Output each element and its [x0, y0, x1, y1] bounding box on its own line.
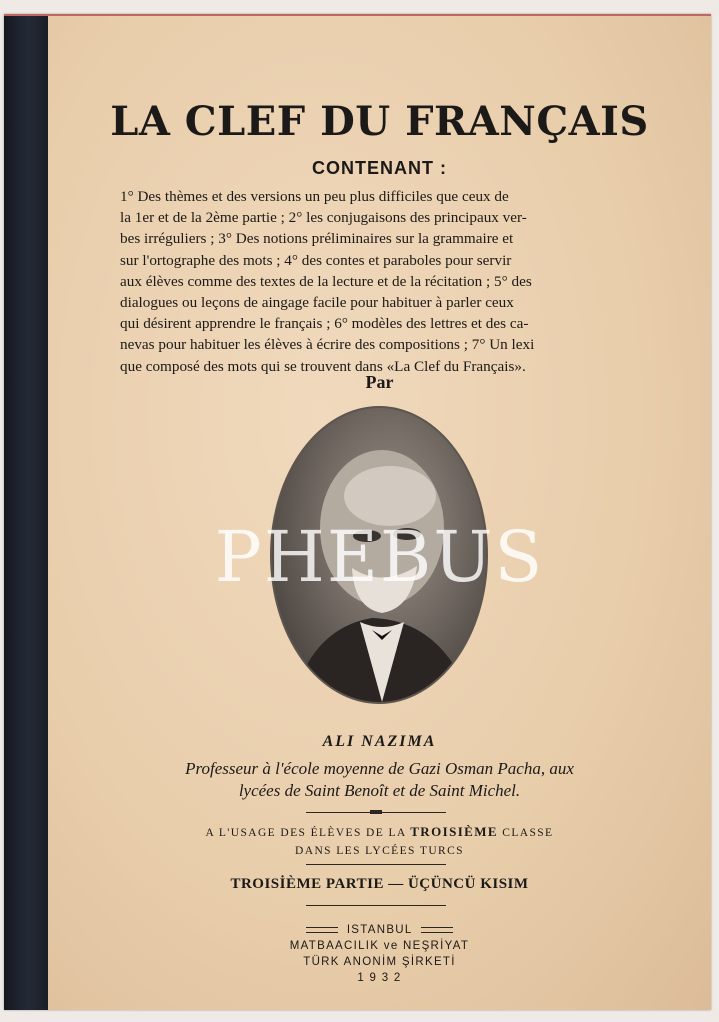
part-title: TROISİÈME PARTIE — ÜÇÜNCÜ KISIM: [230, 876, 529, 892]
imprint-publisher: TÜRK ANONİM ŞİRKETİ: [303, 956, 456, 968]
divider-rule: [306, 864, 446, 865]
contents-description: [120, 186, 630, 377]
description-line: aux élèves comme des textes de la lecture et de la récitation ; 5° des: [120, 272, 532, 290]
usage-note: [48, 823, 711, 860]
watermark: PHEBUS: [214, 516, 545, 598]
imprint-publisher: MATBAACILIK ve NEŞRİYAT: [289, 940, 470, 952]
usage-text: A L'USAGE DES ÉLÈVES DE LA: [205, 827, 406, 839]
author-role: [48, 758, 711, 802]
double-rule: [306, 927, 338, 933]
book-title: LA CLEF DU FRANÇAIS: [110, 98, 649, 145]
usage-class: TROISIÈME: [410, 824, 498, 839]
usage-text: DANS LES LYCÉES TURCS: [295, 845, 464, 857]
description-line: dialogues ou leçons de aingage facile pour habituer à parler ceux: [120, 294, 514, 312]
description-line: 1° Des thèmes et des versions un peu plus difficiles que ceux de: [120, 188, 509, 205]
double-rule: [421, 927, 453, 933]
by-label: Par: [365, 372, 394, 392]
usage-text: CLASSE: [502, 827, 554, 839]
cover-page: [48, 16, 711, 1010]
description-line: qui désirent apprendre le français ; 6° modèles des lettres et des ca-: [120, 315, 529, 333]
imprint: [48, 922, 711, 986]
description-line: nevas pour habituer les élèves à écrire des compositions ; 7° Un lexi: [120, 336, 535, 354]
description-line: que composé des mots qui se trouvent dans «La Clef du Français».: [120, 357, 526, 375]
contents-heading: CONTENANT :: [312, 158, 447, 178]
description-line: la 1er et de la 2ème partie ; 2° les conjugaisons des principaux ver-: [120, 209, 527, 227]
ornament-rule: [306, 812, 446, 813]
author-role-line: Professeur à l'école moyenne de Gazi Osman Pacha, aux: [185, 759, 574, 778]
book-cover: [4, 14, 711, 1010]
book-spine: [4, 16, 48, 1010]
imprint-city: ISTANBUL: [346, 924, 413, 936]
description-line: bes irréguliers ; 3° Des notions préliminaires sur la grammaire et: [120, 230, 514, 248]
author-role-line: lycées de Saint Benoît et de Saint Michel.: [238, 781, 521, 800]
description-line: sur l'ortographe des mots ; 4° des contes et paraboles pour servir: [120, 251, 512, 269]
imprint-year: 1 9 3 2: [357, 972, 402, 984]
divider-rule: [306, 905, 446, 906]
author-name: ALI NAZIMA: [322, 733, 437, 750]
